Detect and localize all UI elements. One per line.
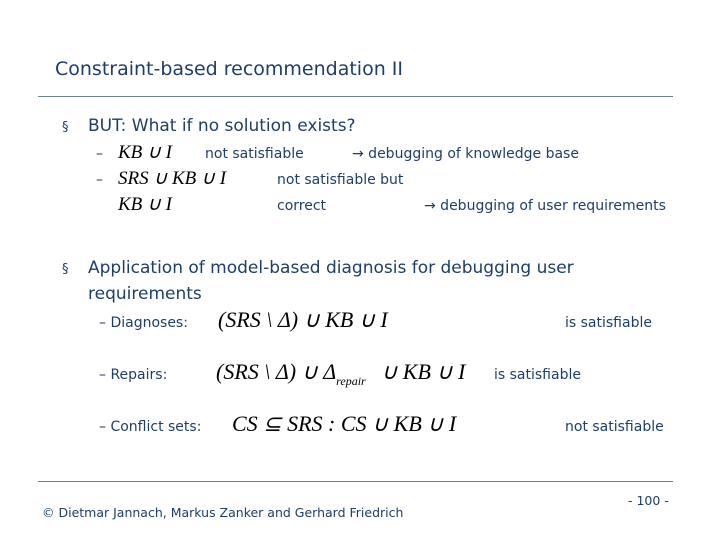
bullet2-heading-line2: requirements <box>88 284 202 304</box>
bullet-marker: § <box>62 262 69 277</box>
repairs-formula-subscript: repair <box>336 374 366 388</box>
repairs-formula <box>216 359 465 389</box>
page-number: - 100 - <box>628 493 669 508</box>
bottom-divider <box>38 481 673 482</box>
action-debug-kb: → debugging of knowledge base <box>352 146 579 162</box>
conflict-sets-formula: CS ⊆ SRS : CS ∪ KB ∪ I <box>232 411 457 436</box>
bullet1-heading: BUT: What if no solution exists? <box>88 116 356 136</box>
formula-srs-kb-i: SRS ∪ KB ∪ I <box>118 168 227 189</box>
conflict-sets-label: – Conflict sets: <box>99 419 202 435</box>
status-correct: correct <box>277 198 327 214</box>
diagnoses-label: – Diagnoses: <box>99 315 188 331</box>
bullet2-heading-line1: Application of model-based diagnosis for debugging user <box>88 258 574 278</box>
action-debug-requirements: → debugging of user requirements <box>424 198 666 214</box>
repairs-status: is satisfiable <box>494 367 581 383</box>
formula-kb-i: KB ∪ I <box>118 194 173 215</box>
formula-kb-i: KB ∪ I <box>118 142 173 163</box>
bullet-marker: § <box>62 120 69 135</box>
repairs-formula-part-a: (SRS \ Δ) ∪ Δ <box>216 359 337 384</box>
dash-marker: – <box>96 172 103 188</box>
repairs-formula-part-b: ∪ KB ∪ I <box>381 359 466 384</box>
slide-title: Constraint-based recommendation II <box>55 58 404 80</box>
status-not-satisfiable-but: not satisfiable but <box>277 172 404 188</box>
top-divider <box>38 96 673 97</box>
diagnoses-formula: (SRS \ Δ) ∪ KB ∪ I <box>218 307 388 332</box>
conflict-sets-status: not satisfiable <box>565 419 664 435</box>
dash-marker: – <box>96 146 103 162</box>
status-not-satisfiable: not satisfiable <box>205 146 304 162</box>
diagnoses-status: is satisfiable <box>565 315 652 331</box>
repairs-label: – Repairs: <box>99 367 168 383</box>
footer-copyright: © Dietmar Jannach, Markus Zanker and Gerhard Friedrich <box>42 505 404 520</box>
